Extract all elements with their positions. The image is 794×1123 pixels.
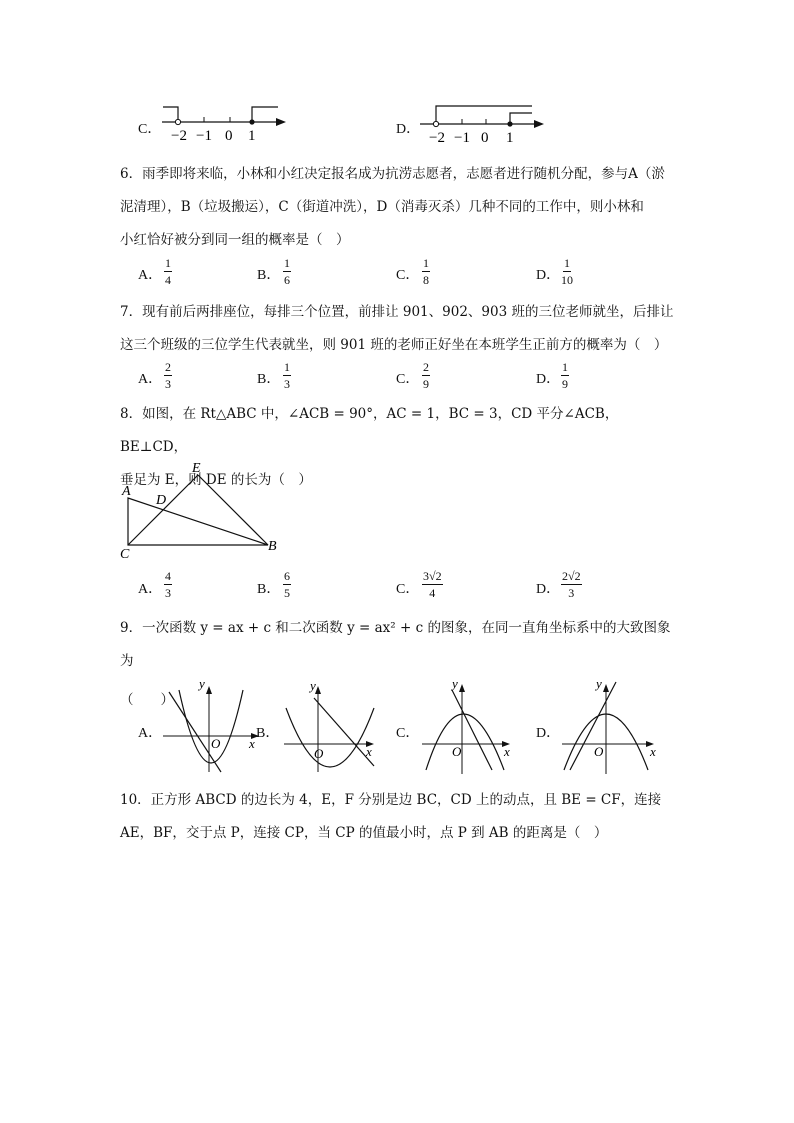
question-7 (120, 296, 680, 362)
q8-triangle-figure (116, 458, 286, 562)
q6-option-b-fraction: $\frac{1}{6}$ (284, 256, 290, 287)
q9a-origin-label: O (211, 736, 221, 751)
q5d-tick-neg2: −2 (429, 130, 445, 144)
q9c-origin-label: O (452, 744, 462, 759)
q8-line-1: 8．如图，在 Rt△ABC 中，∠ACB = 90°，AC = 1，BC = 3，CD 平分∠ACB，BE⊥CD， (120, 406, 619, 455)
q9a-y-label: y (199, 676, 205, 691)
q6-option-a-fraction: $\frac{1}{4}$ (165, 256, 171, 287)
q6-option-a-letter: A． (138, 268, 163, 283)
q9a-x-label: x (249, 736, 255, 751)
q9-option-d-letter: D． (536, 726, 561, 741)
q6-option-d-letter: D． (536, 268, 561, 283)
q9d-y-label: y (596, 676, 602, 691)
q5d-tick-neg1: −1 (454, 130, 470, 144)
q8-line-2: 垂足为 E，则 DE 的长为（ ） (120, 472, 312, 488)
q7-option-d-letter: D． (536, 372, 561, 387)
q7-option-c-fraction: $\frac{2}{9}$ (423, 360, 429, 391)
q9-line-2: （ ） (120, 692, 174, 708)
q7-option-b-fraction: $\frac{1}{3}$ (284, 360, 290, 391)
q9-option-a-letter: A． (138, 726, 163, 741)
q5d-tick-1: 1 (506, 130, 514, 144)
q6-option-b-letter: B． (257, 268, 281, 283)
q7-option-a-fraction: $\frac{2}{3}$ (165, 360, 171, 391)
q9b-origin-label: O (314, 746, 324, 761)
q5c-tick-neg1: −1 (196, 128, 212, 144)
q9-option-b-graph (278, 676, 384, 776)
q8-label-b: B (268, 539, 277, 554)
q9-option-b-letter: B． (256, 726, 280, 741)
q7-option-d-fraction: $\frac{1}{9}$ (562, 360, 568, 391)
q6-line-3: 小红恰好被分到同一组的概率是（ ） (120, 232, 350, 248)
q9-option-d-graph (558, 674, 662, 776)
q9d-origin-label: O (594, 744, 604, 759)
q10-line-1: 10．正方形 ABCD 的边长为 4，E，F 分别是边 BC，CD 上的动点，且 BE = CF，连接 (120, 792, 662, 808)
q8-option-d-letter: D． (536, 582, 561, 597)
q8-option-d-fraction: $\frac{2√2}{3}$ (562, 569, 581, 600)
q6-option-c-letter: C． (396, 268, 420, 283)
q9c-y-label: y (452, 676, 458, 691)
q9b-x-label: x (366, 744, 372, 759)
q5-option-c-number-line (160, 104, 290, 144)
q6-line-1: 6．雨季即将来临，小林和小红决定报名成为抗涝志愿者，志愿者进行随机分配，参与A（淤 (120, 166, 665, 182)
q5-option-c-letter: C． (138, 122, 162, 137)
q8-label-c: C (120, 547, 130, 562)
q5d-tick-0: 0 (481, 130, 489, 144)
q5c-tick-1: 1 (248, 128, 256, 144)
q8-label-e: E (192, 461, 201, 476)
q8-label-d: D (156, 493, 167, 508)
q10-line-2: AE，BF，交于点 P，连接 CP，当 CP 的值最小时，点 P 到 AB 的距离是（ ） (120, 825, 608, 841)
q8-option-a-fraction: $\frac{4}{3}$ (165, 569, 171, 600)
q8-label-a: A (122, 484, 131, 499)
q5-option-d-number-line (418, 100, 548, 144)
q9-option-c-letter: C． (396, 726, 420, 741)
q8-option-c-letter: C． (396, 582, 420, 597)
question-6 (120, 158, 680, 257)
q9b-y-label: y (310, 678, 316, 693)
q8-option-b-fraction: $\frac{6}{5}$ (284, 569, 290, 600)
q8-option-a-letter: A． (138, 582, 163, 597)
question-10 (120, 784, 680, 850)
q7-option-c-letter: C． (396, 372, 420, 387)
q9c-x-label: x (504, 744, 510, 759)
q8-option-b-letter: B． (257, 582, 281, 597)
q6-option-d-fraction: $\frac{1}{10}$ (561, 256, 573, 287)
q9-option-a-graph (155, 676, 265, 776)
q7-option-a-letter: A． (138, 372, 163, 387)
q7-line-1: 7．现有前后两排座位，每排三个位置，前排让 901、902、903 班的三位老师就坐，后排让 (120, 304, 674, 320)
q5-option-d-letter: D． (396, 122, 421, 137)
q5c-tick-neg2: −2 (171, 128, 187, 144)
q7-line-2: 这三个班级的三位学生代表就坐，则 901 班的老师正好坐在本班学生正前方的概率为（ ） (120, 337, 668, 353)
q9-line-1: 9．一次函数 y = ax + c 和二次函数 y = ax² + c 的图象，在同一直角坐标系中的大致图象为 (120, 620, 671, 669)
q8-option-c-fraction: $\frac{3√2}{4}$ (423, 569, 442, 600)
q6-option-c-fraction: $\frac{1}{8}$ (423, 256, 429, 287)
q6-line-2: 泥清理），B（垃圾搬运），C（街道冲洗），D（消毒灭杀）几种不同的工作中，则小林和 (120, 199, 644, 215)
q7-option-b-letter: B． (257, 372, 281, 387)
q9-option-c-graph (418, 674, 518, 776)
q5c-tick-0: 0 (225, 128, 233, 144)
q9d-x-label: x (650, 744, 656, 759)
